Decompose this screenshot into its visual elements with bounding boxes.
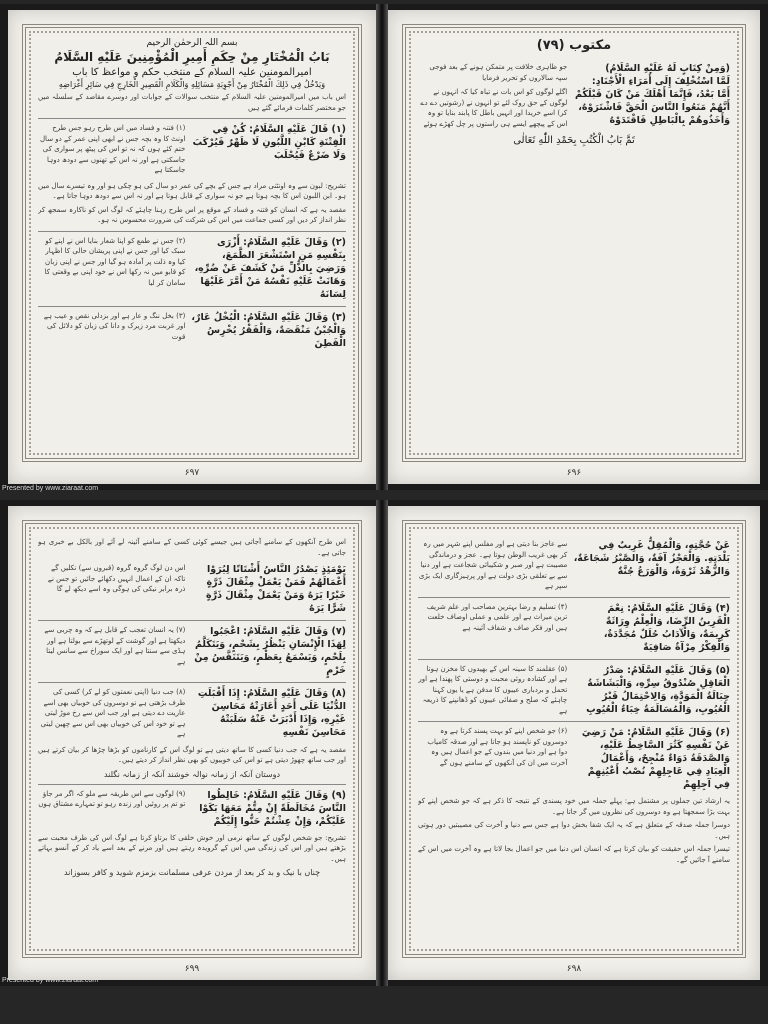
saying-6 [418,721,730,791]
saying-urdu: (۸) جب دنیا (اپنی نعمتوں کو لے کر) کسی کی طرف بڑھتی ہے تو دوسروں کی خوبیاں بھی اسے عاریت دے دیتی ہے اور جب اس سے رخ موڑ لیتی ہے تو خود اس کی خوبیاں بھی اس سے چھین لیتی ہے [40,688,186,738]
page-number: ۶۹۹ [184,964,200,974]
ornamental-border [22,24,362,462]
chapter-subheading-arabic: وَيَدْخُلُ فِي ذَلِكَ الْمُخْتَارُ مِنْ أَجْوِبَةِ مَسَائِلِهِ وَالْكَلَامِ الْقَصِيرِ الْخَارِجِ فِي سَائِرِ أَغْرَاضِهِ [58,80,326,89]
saying-arabic: (۴) وَقَالَ عَلَيْهِ السَّلَامُ: نِعْمَ الْقَرِينُ الرِّضَا، وَالْعِلْمُ وِرَاثَةٌ كَرِيمَةٌ، وَالْآدَابُ حُلَلٌ مُجَدَّدَةٌ، وَالْفِكْرُ مِرْآةٌ صَافِيَةٌ [603,602,730,653]
bismillah: بسم اللہ الرحمٰن الرحیم [146,38,238,48]
page-696 [388,10,760,484]
commentary: مقصد یہ ہے کہ جب دنیا کسی کا ساتھ دیتی ہے تو لوگ اس کے کارناموں کو بڑھا چڑھا کر بیان کرتے ہیں اور جب ساتھ چھوڑ دیتی ہے تو اس کی خوبیوں کو بھی نظر انداز کر دیتے ہیں۔ [38,745,346,764]
persian-couplet: چناں با نیک و بد کر بعد از مردن عرفی مسلمانت بزمزم شوید و کافر بسوزاند [63,868,321,877]
watermark-credit: Presented by www.ziaraat.com [2,977,99,984]
saying-arabic: (۶) وَقَالَ عَلَيْهِ السَّلَامُ: مَنْ رَضِيَ عَنْ نَفْسِهِ كَثُرَ السَّاخِطُ عَلَيْهِ، وَالصَّدَقَةُ دَوَاءٌ مُنْجِحٌ، وَأَعْمَالُ الْعِبَادِ فِي عَاجِلِهِمْ نُصْبُ أَعْيُنِهِمْ فِي آجِلِهِمْ [581,727,730,790]
saying-arabic: (۷) وَقَالَ عَلَيْهِ السَّلَامُ: اعْجَبُوا لِهَذَا الْإِنْسَانِ يَنْظُرُ بِشَحْمٍ، وَيَتَكَلَّمُ بِلَحْمٍ، وَيَسْمَعُ بِعَظْمٍ، وَيَتَنَفَّسُ مِنْ خَرْمٍ [194,626,346,676]
saying-arabic: (۸) وَقَالَ عَلَيْهِ السَّلَامُ: إِذَا أَقْبَلَتِ الدُّنْيَا عَلَى أَحَدٍ أَعَارَتْهُ مَحَاسِنَ غَيْرِهِ، وَإِذَا أَدْبَرَتْ عَنْهُ سَلَبَتْهُ مَحَاسِنَ نَفْسِهِ [197,688,346,738]
verse-arabic: يَوْمَئِذٍ يَصْدُرُ النَّاسُ أَشْتَاتًا لِيُرَوْا أَعْمَالَهُمْ فَمَنْ يَعْمَلْ مِثْقَالَ ذَرَّةٍ خَيْرًا يَرَهُ وَمَنْ يَعْمَلْ مِثْقَالَ ذَرَّةٍ شَرًّا يَرَهُ [206,564,346,614]
letter-arabic [573,62,730,129]
letter-urdu [418,62,567,129]
saying-arabic: عَنْ حُجَّتِهِ، وَالْمُقِلُّ غَرِيبٌ فِي بَلْدَتِهِ. وَالْعَجْزُ آفَةٌ، وَالصَّبْرُ شَجَاعَةٌ، وَالزُّهْدُ ثَرْوَةٌ، وَالْوَرَعُ جُنَّةٌ [573,540,730,577]
page-number: ۶۹۸ [566,964,582,974]
ornamental-border [402,520,746,958]
watermark-credit: Presented by www.ziaraat.com [2,485,99,492]
saying-4 [418,597,730,654]
quran-verse [38,563,346,615]
saying-arabic: (۲) وَقَالَ عَلَيْهِ السَّلَامُ: أَزْرَى بِنَفْسِهِ مَنِ اسْتَشْعَرَ الطَّمَعَ، وَرَضِيَ بِالذُّلِّ مَنْ كَشَفَ عَنْ ضُرِّهِ، وَهَانَتْ عَلَيْهِ نَفْسُهُ مَنْ أَمَّرَ عَلَيْهَا لِسَانَهُ [194,236,346,300]
page-number: ۶۹۶ [566,468,582,478]
commentary: مقصد یہ ہے کہ انسان کو فتنہ و فساد کے موقع پر اس طرح رہنا چاہئے کہ لوگ اس کو ناکارہ سمجھ کر نظر انداز کر دیں اور کسی جماعت میں اس کی شرکت کی ضرورت محسوس نہ ہو۔ [38,205,346,224]
book-spread-top [0,4,768,490]
saying-3 [38,306,346,350]
page-698 [388,506,760,980]
urdu-line: جو ظاہری خلافت پر متمکن ہونے کے بعد فوجی سپہ سالاروں کو تحریر فرمایا [429,63,568,82]
saying-urdu: (۲) جس نے طمع کو اپنا شعار بنایا اس نے اپنے کو سبک کیا اور جس نے اپنی پریشان حالی کا اظہار کیا وہ ذلت پر آمادہ ہو گیا اور جس نے اپنی زبان کو قابو میں نہ رکھا اس نے خود اپنی بے وقعتی کا سامان کر لیا [44,236,186,287]
commentary: تشریح: لبون سے وہ اونٹنی مراد ہے جس کے بچے کی عمر دو سال کی ہو چکی ہو اور وہ تیسرے سال میں ہو۔ ابن اللبون اس کا بچہ ہوتا ہے جو نہ سواری کے قابل ہوتا ہے اور نہ اس سے دودھ دوہا جاتا ہے۔ [38,181,346,200]
verse-urdu: اس دن لوگ گروہ گروہ (قبروں سے) نکلیں گے تاکہ ان کے اعمال انہیں دکھائے جائیں تو جس نے ذرہ برابر نیکی کی ہوگی وہ اسے دیکھ لے گا [47,564,186,593]
persian-couplet: دوستان آنکہ از زمانہ نوالہ خوشند آنکہ از زمانہ نگلند [103,769,281,779]
saying-urdu: سے عاجز بنا دیتی ہے اور مفلس اپنے شہر میں رہ کر بھی غریب الوطن ہوتا ہے۔ عجز و درماندگی مصیبت ہے اور صبر و شکیبائی شجاعت ہے اور دنیا سے بے تعلقی بڑی دولت ہے اور پرہیزگاری ایک بڑی سپر ہے [418,540,568,590]
commentary: دوسرا جملہ صدقہ کے متعلق ہے کہ یہ ایک شفا بخش دوا ہے جس سے دنیا و آخرت کی مصیبتیں دور ہوتی ہیں۔ [418,821,730,840]
urdu-line: اگلے لوگوں کو اس بات نے تباہ کیا کہ انہوں نے لوگوں کے حق روک لئے تو انہوں نے (رشوتیں دے دے کر) اسے خریدا اور انہیں باطل کا پابند بنایا تو وہ اس کے پیچھے ایسے ہی راستوں پر چل کھڑے ہوئے [420,88,568,128]
saying-urdu: (۷) یہ انسان تعجب کے قابل ہے کہ وہ چربی سے دیکھتا ہے اور گوشت کے لوتھڑے سے بولتا ہے اور ہڈی سے سنتا ہے اور ایک سوراخ سے سانس لیتا ہے [44,626,186,666]
arabic-line: لَمَّا اسْتُخْلِفَ إِلَى أُمَرَاءِ الْأَجْنَادِ: [591,76,730,87]
letter-title: مکتوب (۷۹) [536,38,612,53]
arabic-line: أَمَّا بَعْدُ، فَإِنَّمَا أَهْلَكَ مَنْ كَانَ قَبْلَكُمْ أَنَّهُمْ مَنَعُوا النَّاسَ الْحَقَّ فَاشْتَرَوْهُ، وَأَخَذُوهُمْ بِالْبَاطِلِ فَاقْتَدَوْهُ [574,89,730,126]
chapter-subheading-urdu: امیرالمومنین علیہ السلام کے منتخب حکم و مواعظ کا باب [72,67,312,78]
saying-arabic: (۱) قَالَ عَلَيْهِ السَّلَامُ: كُنْ فِي الْفِتْنَةِ كَابْنِ اللَّبُونِ لَا ظَهْرٌ فَيُرْكَبَ وَلَا ضَرْعٌ فَيُحْلَبَ [192,124,346,161]
saying-urdu: (۵) عقلمند کا سینہ اس کے بھیدوں کا مخزن ہوتا ہے اور کشادہ روئی محبت و دوستی کا پھندا ہے اور تحمل و بردباری عیبوں کا مدفن ہے یا یوں کہنا چاہئے کہ صلح و صفائی عیبوں کو ڈھانپنے کا ذریعہ ہے [418,664,568,715]
chapter-intro: اس باب میں امیرالمومنین علیہ السلام کے منتخب سوالات کے جوابات اور دوسرے مقاصد کے سلسلہ میں جو مختصر کلمات فرمائے گئے ہیں [38,93,346,112]
saying-2 [38,231,346,301]
saying-urdu: (۴) تسلیم و رضا بہترین مصاحب اور علم شریف ترین میراث ہے اور علمی و عملی اوصاف خلعت ہیں اور فکر صاف و شفاف آئینہ ہے [426,602,568,632]
arabic-line: (وَمِنْ كِتَابٍ لَهُ عَلَيْهِ السَّلَامُ) [605,63,730,74]
text-line: اس طرح آنکھوں کے سامنے آجاتی ہیں جیسے کوئی کسی کے سامنے آئینہ لے آئے اور بالکل بے خبری ہو جاتی ہے۔ [38,538,346,557]
saying-1 [38,118,346,176]
book-gutter [376,4,388,490]
saying-urdu: (۳) بخل ننگ و عار ہے اور بزدلی نقص و عیب ہے اور غربت مرد زیرک و دانا کی زبان کو دلائل کی قوت [43,311,186,341]
saying-urdu: (۶) جو شخص اپنے کو بہت پسند کرتا ہے وہ دوسروں کو ناپسند ہو جاتا ہے اور صدقہ کامیاب دوا ہے اور دنیا میں بندوں کے جو اعمال ہیں وہ آخرت میں ان کی آنکھوں کے سامنے ہوں گے [427,727,568,767]
letter-body [418,58,730,129]
saying-8 [38,682,346,740]
ornamental-border [22,520,362,958]
page-699 [8,506,376,980]
saying-arabic: (۳) وَقَالَ عَلَيْهِ السَّلَامُ: الْبُخْلُ عَارٌ، وَالْجُبْنُ مَنْقَصَةٌ، وَالْفَقْرُ يُخْرِسُ الْفَطِنَ [191,311,346,349]
saying-5 [418,659,730,717]
commentary: تیسرا جملہ اس حقیقت کو بیان کرتا ہے کہ انسان اس دنیا میں جو اعمال بجا لاتا ہے وہ آخرت میں اس کے سامنے آ جائیں گے۔ [418,845,730,864]
saying-7 [38,620,346,677]
saying-urdu: (۹) لوگوں سے اس طریقہ سے ملو کہ اگر مر جاؤ تو تم پر روئیں اور زندہ رہو تو تمہارے مشتاق ہوں [38,789,186,808]
commentary: تشریح: جو شخص لوگوں کے ساتھ نرمی اور خوش خلقی کا برتاؤ کرتا ہے لوگ اس کی طرف محبت سے بڑھتے ہیں اور اس کی زندگی میں اس کے گرویدہ رہتے ہیں اور مرنے کے بعد اسے یاد کر کے آنسو بہاتے ہیں۔ [38,833,346,863]
saying-arabic: (۹) وَقَالَ عَلَيْهِ السَّلَامُ: خَالِطُوا النَّاسَ مُخَالَطَةً إِنْ مِتُّمْ مَعَهَا بَكَوْا عَلَيْكُمْ، وَإِنْ عِشْتُمْ حَنُّوا إِلَيْكُمْ [199,789,346,827]
page-697 [8,10,376,484]
book-spread-bottom [0,500,768,986]
saying-arabic: (۵) وَقَالَ عَلَيْهِ السَّلَامُ: صَدْرُ الْعَاقِلِ صُنْدُوقُ سِرِّهِ، وَالْبَشَاشَةُ حِبَالَةُ الْمَوَدَّةِ، وَالِاحْتِمَالُ قَبْرُ الْعُيُوبِ، وَالْمُسَالَمَةُ خِبَاءُ الْعُيُوبِ [586,664,730,715]
page-number: ۶۹۷ [184,468,200,478]
closing-line: تَمَّ بَابُ الْكُتُبِ بِحَمْدِ اللّٰهِ تَعَالٰى [513,135,635,146]
saying-urdu: (۱) فتنہ و فساد میں اس طرح رہو جس طرح اونٹ کا وہ بچہ جس نے ابھی اپنی عمر کے دو سال ختم کئے ہوں کہ نہ تو اس کی پیٹھ پر سواری کی جاسکتی ہے اور نہ اس کے تھنوں سے دودھ دوہا جاسکتا ہے [39,124,186,174]
chapter-heading: بَابُ الْمُخْتَارِ مِنْ حِكَمِ أَمِيرِ الْمُؤْمِنِينَ عَلَيْهِ السَّلَامُ [54,50,330,64]
book-gutter [376,500,388,986]
saying-9 [38,784,346,828]
saying-3-continued [418,539,730,592]
ornamental-border [402,24,746,462]
commentary: یہ ارشاد تین جملوں پر مشتمل ہے: پہلے جملہ میں خود پسندی کے نتیجہ کا ذکر ہے کہ جو شخص اپنے کو بہت بڑا سمجھتا ہے وہ دوسروں کی نظروں میں گر جاتا ہے۔ [418,797,730,816]
